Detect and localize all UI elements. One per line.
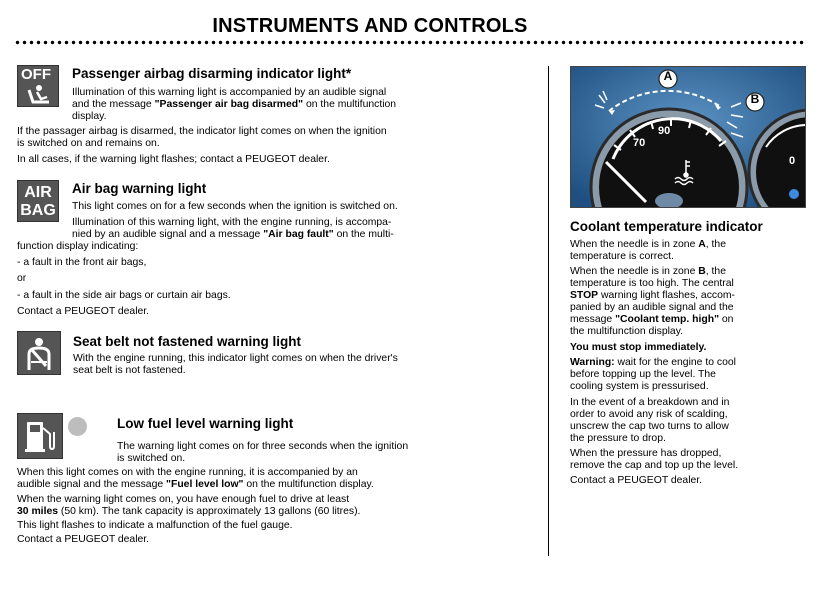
coolant-must-stop: You must stop immediately. — [570, 342, 707, 353]
text-line: The warning light comes on for three seconds when the ignition — [117, 441, 409, 452]
seatbelt-warning-icon — [17, 331, 61, 375]
seatbelt-figure-icon — [18, 332, 60, 374]
text-line: display. — [72, 111, 107, 122]
zone-b-label: B — [750, 92, 760, 106]
text-line: When this light comes on with the engine running, it is accompanied by an — [17, 467, 358, 478]
page-title: INSTRUMENTS AND CONTROLS — [212, 15, 528, 37]
or-text: or — [17, 273, 27, 284]
warning-lamp-indicator — [68, 417, 87, 436]
seat-figure-icon — [19, 84, 59, 106]
air-label: AIR — [24, 184, 52, 201]
text-line: unscrew the cap two turns to allow — [570, 421, 729, 432]
text-line: Illumination of this warning light is accompanied by an audible signal — [72, 87, 387, 98]
coolant-contact-text: Contact a PEUGEOT dealer. — [570, 475, 703, 486]
text-line: order to avoid any risk of scalding, — [570, 409, 728, 420]
text-line: When the warning light comes on, you have enough fuel to drive at least — [17, 494, 350, 505]
low-fuel-contact: Contact a PEUGEOT dealer. — [17, 534, 150, 545]
passenger-airbag-text — [72, 87, 432, 123]
bag-label: BAG — [20, 202, 56, 219]
low-fuel-warning-icon — [17, 413, 63, 459]
text-line: cooling system is pressurised. — [570, 381, 709, 392]
coolant-dropped-text — [570, 448, 810, 472]
fuel-pump-icon — [18, 414, 62, 458]
passenger-airbag-off-icon — [17, 65, 59, 107]
airbag-contact-text: Contact a PEUGEOT dealer. — [17, 306, 150, 317]
text-line: seat belt is not fastened. — [73, 365, 186, 376]
seatbelt-text — [73, 353, 453, 377]
text-line: and the message "Passenger air bag disarmed" on the multifunction — [72, 99, 397, 110]
text-line: temperature is correct. — [570, 251, 674, 262]
text-line: panied by an audible signal and the — [570, 302, 734, 313]
text-line: remove the cap and top up the level. — [570, 460, 739, 471]
text-line: Illumination of this warning light, with the engine running, is accompa- — [72, 217, 392, 228]
zone-a-label: A — [663, 69, 673, 83]
tick-label-0: 0 — [789, 155, 796, 167]
text-line: before topping up the level. The — [570, 369, 716, 380]
text-line: When the needle is in zone B, the — [570, 266, 726, 277]
low-fuel-heading: Low fuel level warning light — [117, 416, 294, 431]
text-line: the pressure to drop. — [570, 433, 666, 444]
airbag-warning-p1: This light comes on for a few seconds when the ignition is switched on. — [72, 201, 398, 212]
airbag-warning-heading: Air bag warning light — [72, 181, 207, 196]
dotted-divider — [14, 40, 806, 45]
coolant-heading: Coolant temperature indicator — [570, 219, 763, 234]
low-fuel-p2 — [17, 467, 457, 491]
passenger-airbag-flash-text: In all cases, if the warning light flashes; contact a PEUGEOT dealer. — [17, 154, 330, 165]
passenger-airbag-disarmed-text — [17, 126, 437, 150]
airbag-warning-p2 — [72, 217, 452, 241]
text-line: audible signal and the message "Fuel level low" on the multifunction display. — [17, 479, 374, 490]
text-line: temperature is too high. The central — [570, 278, 734, 289]
coolant-gauge-figure — [571, 67, 805, 207]
airbag-warning-icon — [17, 180, 59, 222]
column-divider — [548, 66, 549, 556]
text-line: is switched on and remains on. — [17, 138, 160, 149]
text-line: nied by an audible signal and a message "Air bag fault" on the multi- — [72, 229, 394, 240]
text-line: If the passager airbag is disarmed, the indicator light comes on when the ignition — [17, 126, 387, 137]
text-line: When the pressure has dropped, — [570, 448, 722, 459]
text-line: message "Coolant temp. high" on — [570, 314, 734, 325]
low-fuel-p3 — [17, 494, 457, 518]
list-item: - a fault in the side air bags or curtain air bags. — [17, 290, 231, 301]
text-line: When the needle is in zone A, the — [570, 239, 726, 250]
coolant-zone-a-text — [570, 239, 810, 263]
low-fuel-p1 — [117, 441, 457, 465]
coolant-breakdown-text — [570, 397, 810, 445]
tick-label-90: 90 — [658, 125, 671, 137]
seatbelt-heading: Seat belt not fastened warning light — [73, 334, 302, 349]
low-fuel-p4: This light flashes to indicate a malfunction of the fuel gauge. — [17, 520, 293, 531]
coolant-warning-text — [570, 357, 810, 393]
tick-label-70: 70 — [633, 137, 646, 149]
text-line: STOP warning light flashes, accom- — [570, 290, 735, 301]
text-line: is switched on. — [117, 453, 186, 464]
text-line: 30 miles (50 km). The tank capacity is approximately 13 gallons (60 litres). — [17, 506, 361, 517]
list-item: - a fault in the front air bags, — [17, 257, 147, 268]
text-line: With the engine running, this indicator light comes on when the driver's — [73, 353, 398, 364]
text-line: the multifunction display. — [570, 326, 684, 337]
coolant-gauge-illustration — [570, 66, 806, 208]
text-line: Warning: wait for the engine to cool — [570, 357, 736, 368]
text-line: In the event of a breakdown and in — [570, 397, 730, 408]
coolant-zone-b-text — [570, 266, 810, 338]
off-label: OFF — [21, 66, 51, 83]
passenger-airbag-heading: Passenger airbag disarming indicator light* — [72, 66, 352, 81]
airbag-warning-p2-end: function display indicating: — [17, 241, 139, 252]
